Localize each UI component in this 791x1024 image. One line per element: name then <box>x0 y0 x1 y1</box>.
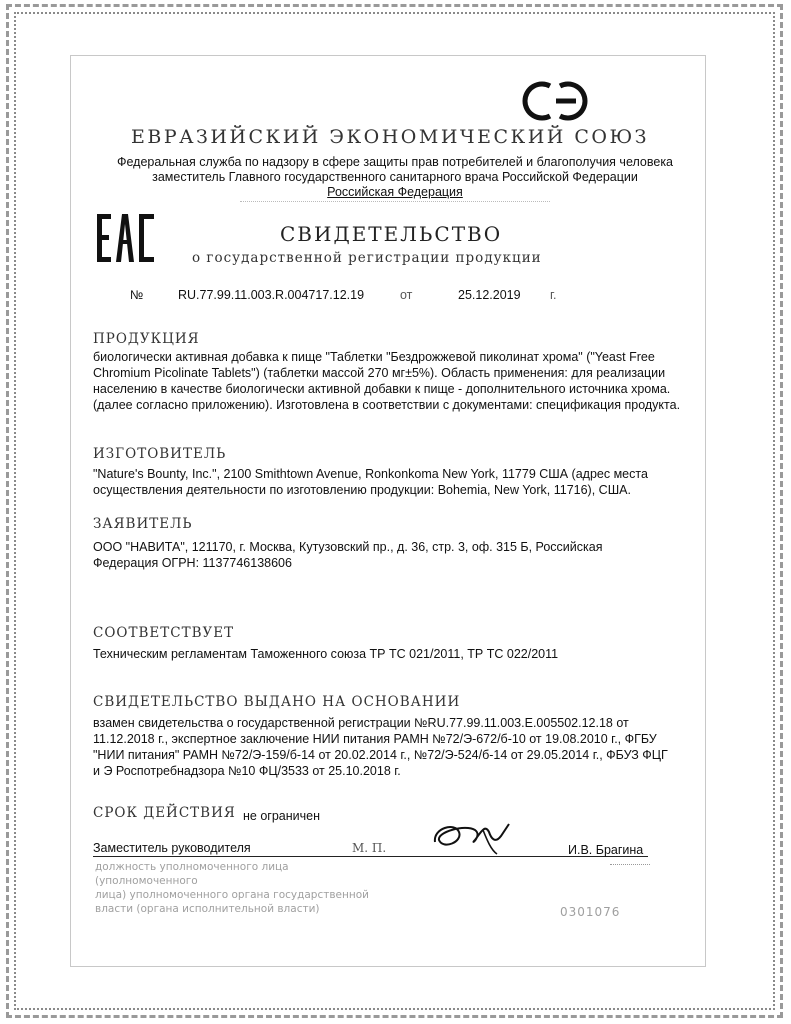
certificate-title: СВИДЕТЕЛЬСТВО <box>280 222 503 246</box>
basis-text <box>93 715 708 779</box>
applicant-heading: ЗАЯВИТЕЛЬ <box>93 516 193 532</box>
manufacturer-line: "Nature's Bounty, Inc.", 2100 Smithtown Avenue, Ronkonkoma New York, 11779 США (адрес места <box>93 467 648 481</box>
fine-print-line: власти (органа исполнительной власти) <box>95 903 320 915</box>
se-mark-icon <box>520 78 590 124</box>
signature-line <box>93 856 648 857</box>
basis-line: и Э Роспотребнадзора №10 ФЦ/3533 от 25.10.2018 г. <box>93 764 401 778</box>
serial-number: 0301076 <box>560 905 621 919</box>
conforms-line: Техническим регламентам Таможенного союза ТР ТС 021/2011, ТР ТС 022/2011 <box>93 647 559 661</box>
validity-heading: СРОК ДЕЙСТВИЯ <box>93 805 236 821</box>
basis-line: "НИИ питания" РАМН №72/Э-159/б-14 от 20.02.2014 г., №72/Э-524/б-14 от 29.05.2014 г., ФБУЗ ФЦГ <box>93 748 668 762</box>
union-title: ЕВРАЗИЙСКИЙ ЭКОНОМИЧЕСКИЙ СОЮЗ <box>131 126 649 148</box>
applicant-line: Федерация ОГРН: 1137746138606 <box>93 556 292 570</box>
date-label: от <box>400 288 413 302</box>
signature-icon <box>425 810 515 860</box>
product-heading: ПРОДУКЦИЯ <box>93 331 200 347</box>
agency-underline <box>240 201 550 202</box>
stamp-label: М. П. <box>352 841 387 855</box>
product-line: биологически активная добавка к пище "Таблетки "Бездрожжевой пиколинат хрома" ("Yeast Free <box>93 350 655 364</box>
manufacturer-line: осуществления деятельности по изготовлению продукции: Bohemia, New York, 11716), США. <box>93 483 631 497</box>
product-text <box>93 349 708 413</box>
conforms-heading: СООТВЕТСТВУЕТ <box>93 625 235 641</box>
certificate-subtitle: о государственной регистрации продукции <box>192 250 542 266</box>
fine-print-mark <box>610 864 650 865</box>
se-logo <box>520 78 590 124</box>
year-suffix: г. <box>550 288 557 302</box>
agency-line-1: Федеральная служба по надзору в сфере защиты прав потребителей и благополучия человека <box>116 155 674 169</box>
conforms-text <box>93 646 708 662</box>
manufacturer-text <box>93 466 708 498</box>
agency-line-2: заместитель Главного государственного санитарного врача Российской Федерации <box>152 170 638 184</box>
manufacturer-heading: ИЗГОТОВИТЕЛЬ <box>93 446 227 462</box>
eac-logo <box>95 212 157 264</box>
agency-block <box>95 155 695 200</box>
validity-value: не ограничен <box>243 809 320 823</box>
signatory-name: И.В. Брагина <box>568 843 644 857</box>
basis-line: 11.12.2018 г., экспертное заключение НИИ питания РАМН №72/Э-672/б-10 от 19.08.2010 г., ФГБУ <box>93 732 657 746</box>
agency-line-3: Российская Федерация <box>327 185 463 199</box>
number-label: № <box>130 288 144 302</box>
product-line: Chromium Picolinate Tablets") (таблетки массой 270 мг±5%). Область применения: для реализации <box>93 366 666 380</box>
certificate-number: RU.77.99.11.003.R.004717.12.19 <box>178 288 365 302</box>
handwritten-signature <box>425 810 515 860</box>
signatory-role: Заместитель руководителя <box>93 841 251 855</box>
fine-print-line: лица) уполномоченного органа государственной <box>95 889 369 901</box>
applicant-text <box>93 539 708 571</box>
fine-print <box>95 860 375 916</box>
eac-icon <box>95 212 157 264</box>
basis-line: взамен свидетельства о государственной регистрации №RU.77.99.11.003.Е.005502.12.18 от <box>93 716 629 730</box>
basis-heading: СВИДЕТЕЛЬСТВО ВЫДАНО НА ОСНОВАНИИ <box>93 694 461 710</box>
product-line: (далее согласно приложению). Изготовлена в соответствии с документами: спецификация продукта. <box>93 398 681 412</box>
fine-print-line: должность уполномоченного лица (уполномоченного <box>95 861 289 887</box>
applicant-line: ООО "НАВИТА", 121170, г. Москва, Кутузовский пр., д. 36, стр. 3, оф. 315 Б, Российская <box>93 540 603 554</box>
product-line: населению в качестве биологически активной добавки к пище - дополнительного источника хрома. <box>93 382 671 396</box>
certificate-date: 25.12.2019 <box>458 288 521 302</box>
